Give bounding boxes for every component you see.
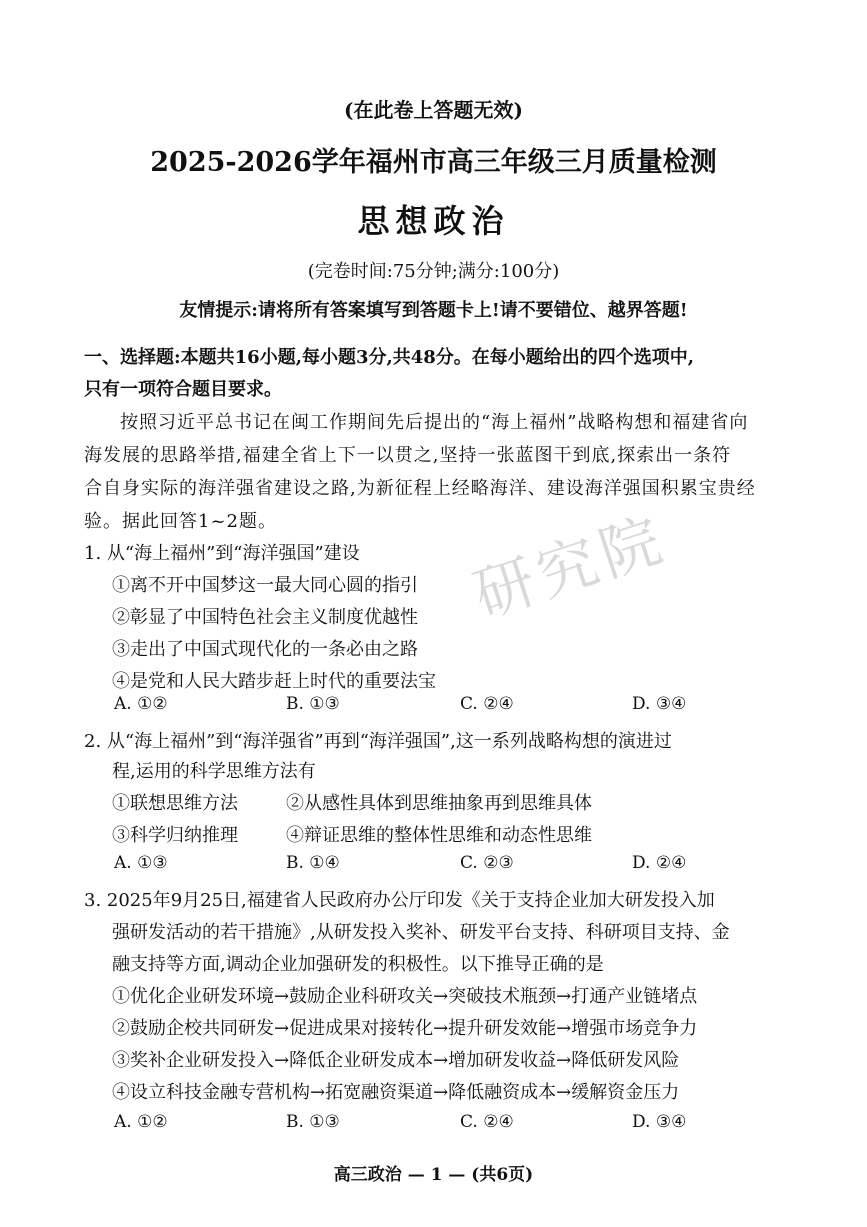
q2-statement-1: ①联想思维方法	[112, 793, 238, 814]
q3-statement-1: ①优化企业研发环境→鼓励企业科研攻关→突破技术瓶颈→打通产业链堵点	[112, 986, 698, 1007]
q2-statement-3: ③科学归纳推理	[112, 825, 238, 846]
q3-statement-2: ②鼓励企校共同研发→促进成果对接转化→提升研发效能→增强市场竞争力	[112, 1018, 698, 1039]
q1-option-d: D. ③④	[632, 694, 687, 714]
question-2-stem-line2: 程,运用的科学思维方法有	[112, 761, 316, 782]
page-footer: 高三政治 — 1 — (共6页)	[333, 1165, 534, 1185]
q3-option-b: B. ①③	[286, 1112, 340, 1132]
section-heading-line2: 只有一项符合题目要求。	[84, 379, 282, 400]
passage-line: 合自身实际的海洋强省建设之路,为新征程上经略海洋、建设海洋强国积累宝贵经	[84, 478, 756, 499]
q1-statement-3: ③走出了中国式现代化的一条必由之路	[112, 639, 418, 660]
q2-option-a: A. ①③	[114, 853, 168, 873]
q2-statement-2: ②从感性具体到思维抽象再到思维具体	[286, 793, 592, 814]
q1-statement-2: ②彰显了中国特色社会主义制度优越性	[112, 607, 418, 628]
time-info: (完卷时间:75分钟;满分:100分)	[307, 261, 560, 282]
passage-line: 验。据此回答1~2题。	[84, 511, 277, 532]
q2-option-d: D. ②④	[632, 853, 687, 873]
q1-option-a: A. ①②	[114, 694, 168, 714]
question-1-stem: 1. 从“海上福州”到“海洋强国”建设	[84, 543, 360, 564]
exam-title: 2025-2026学年福州市高三年级三月质量检测	[150, 147, 717, 178]
q3-statement-3: ③奖补企业研发投入→降低企业研发成本→增加研发收益→降低研发风险	[112, 1050, 680, 1071]
q1-option-c: C. ②④	[460, 694, 514, 714]
q2-statement-4: ④辩证思维的整体性思维和动态性思维	[286, 825, 592, 846]
question-3-stem-line2: 强研发活动的若干措施》,从研发投入奖补、研发平台支持、科研项目支持、金	[112, 922, 730, 943]
q1-statement-4: ④是党和人民大踏步赶上时代的重要法宝	[112, 671, 436, 692]
q1-statement-1: ①离不开中国梦这一最大同心圆的指引	[112, 575, 418, 596]
question-2-stem-line1: 2. 从“海上福州”到“海洋强省”再到“海洋强国”,这一系列战略构想的演进过	[84, 731, 672, 752]
q3-option-d: D. ③④	[632, 1112, 687, 1132]
exam-notice: (在此卷上答题无效)	[344, 98, 523, 122]
q1-option-b: B. ①③	[286, 694, 340, 714]
watermark-stamp: 研究院	[465, 503, 676, 632]
subject-title: 思想政治	[357, 202, 510, 240]
friendly-tip: 友情提示:请将所有答案填写到答题卡上!请不要错位、越界答题!	[179, 300, 688, 321]
question-3-stem-line1: 3. 2025年9月25日,福建省人民政府办公厅印发《关于支持企业加大研发投入加	[84, 890, 715, 911]
q3-option-c: C. ②④	[460, 1112, 514, 1132]
q2-option-b: B. ①④	[286, 853, 340, 873]
section-heading-line1: 一、选择题:本题共16小题,每小题3分,共48分。在每小题给出的四个选项中,	[84, 347, 695, 368]
q3-statement-4: ④设立科技金融专营机构→拓宽融资渠道→降低融资成本→缓解资金压力	[112, 1082, 680, 1103]
passage-line: 按照习近平总书记在闽工作期间先后提出的“海上福州”战略构想和福建省向	[120, 412, 749, 433]
q2-option-c: C. ②③	[460, 853, 514, 873]
q3-option-a: A. ①②	[114, 1112, 168, 1132]
passage-line: 海发展的思路举措,福建全省上下一以贯之,坚持一张蓝图干到底,探索出一条符	[84, 445, 732, 466]
question-3-stem-line3: 融支持等方面,调动企业加强研发的积极性。以下推导正确的是	[112, 954, 604, 975]
